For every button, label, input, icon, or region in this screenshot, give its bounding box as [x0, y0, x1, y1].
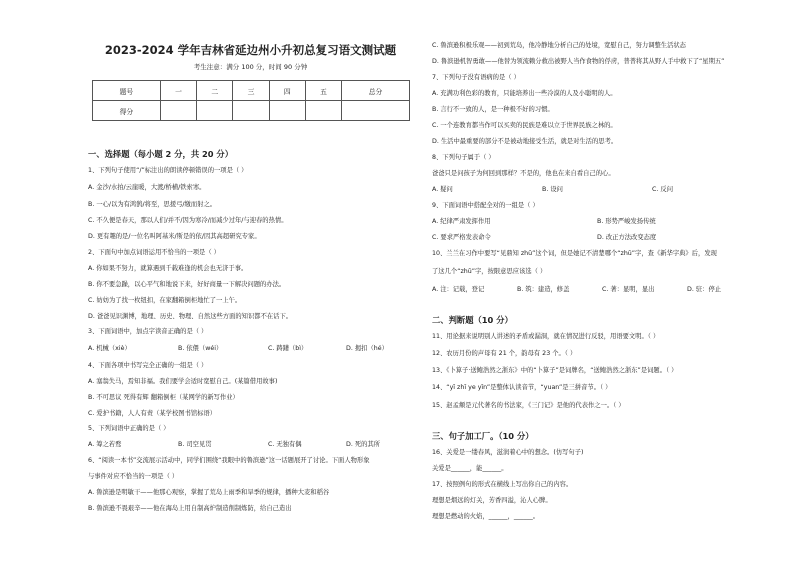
- option-a: A. 筹之若鹜: [88, 441, 122, 448]
- score-header-cell: 总分: [342, 81, 410, 101]
- option-line: D. 生活中最重要的部分不是被动地接受生活，就是对生活的思考。: [432, 138, 618, 145]
- score-header-cell: 一: [160, 81, 196, 101]
- score-header-cell: 二: [197, 81, 233, 101]
- option-a: A. 注：记载，登记: [432, 286, 485, 293]
- question-line: 了这几个“zhū”字，按限意思应该选（ ）: [432, 268, 547, 275]
- score-cell[interactable]: [269, 101, 305, 121]
- fill-line: 理想是燃动的火焰，______，______。: [432, 513, 540, 520]
- question-line: 12、农历月份的声母有 21 个，韵母有 23 个。（ ）: [432, 350, 577, 357]
- question-line: 14、“yī zhī ye yīn”是整体认读音节，“yuan”是三拼音节。（ ）: [432, 384, 612, 391]
- question-line: 4、下面各项中书写完全正确的一组是（ ）: [88, 362, 208, 369]
- question-line: 1、下列句子使用“/”标注出的朗读停顿错误的一项是（ ）: [88, 167, 248, 174]
- option-line: A. 充满功利色彩的教育，只能培养出一些冷漠的人及小聪明的人。: [432, 90, 617, 97]
- score-cell[interactable]: [342, 101, 410, 121]
- option-d: D. 揭扣（hé）: [346, 345, 388, 352]
- option-line: D. 爸爸见识渊博，地理、历史、物理、自然这些方面的知识都不在话下。: [88, 313, 293, 320]
- question-line: 3、下面词语中，加点字读音正确的是（ ）: [88, 328, 208, 335]
- score-cell[interactable]: [305, 101, 341, 121]
- score-header-cell: 五: [305, 81, 341, 101]
- option-b: B. 设问: [542, 186, 563, 193]
- fill-line: 关爱是______，能______。: [432, 465, 508, 472]
- exam-notice: 考生注意：满分 100 分，时间 90 分钟: [193, 63, 308, 71]
- question-line: 9、下面词语中搭配全对的一组是（ ）: [432, 202, 539, 209]
- question-line: 2、下面句中加点词语运用不恰当的一项是（ ）: [88, 249, 220, 256]
- score-header-cell: 三: [233, 81, 269, 101]
- option-line: C. 爱护书籍，人人有责（某学校图书馆标语）: [88, 410, 217, 417]
- score-header-cell: 题号: [93, 81, 161, 101]
- question-line: 6、“阅读一本书”交流展示活动中，同学们围绕“我眼中的鲁滨逊”这一话题展开了讨论。下面人物形象: [88, 457, 370, 464]
- question-line: 17、按照例句的形式在横线上写出你自己的内容。: [432, 481, 573, 488]
- option-c: C. 著：显明，显出: [602, 286, 655, 293]
- question-line: 7、下列句子没有语病的是（ ）: [432, 74, 520, 81]
- option-line: B. 一心/以为有鸿鹄/将至，思援弓/缴而射之。: [88, 201, 217, 208]
- question-line: 10、兰兰在习作中要写“见鼎知 zhū”这个词，但是她记不清楚哪个“zhū”字，查《新华字典》后，发现: [432, 250, 717, 257]
- option-c: C. 要求严格发表命令: [432, 234, 491, 241]
- score-cell[interactable]: [160, 101, 196, 121]
- option-line: C. 妨妨为了找一枚纽扣，在家翻箱倒柜地忙了一上午。: [88, 297, 242, 304]
- option-line: A. 金沙/水拍/云崖暖，大渡/桥横/铁索寒。: [88, 184, 206, 191]
- option-b: B. 形势严峻发扬传统: [597, 218, 656, 225]
- option-b: B. 筑：建造，修盖: [517, 286, 570, 293]
- score-table-score-row: [93, 101, 410, 121]
- score-row-label: 得分: [93, 101, 161, 121]
- option-c: C. 踌躇（bì）: [268, 345, 308, 352]
- question-line: 5、下列词语中正确的是（ ）: [88, 425, 170, 432]
- option-line: B. 你不要急躁，以心平气和地说下来，好好商量一下解决问题的办法。: [88, 281, 286, 288]
- question-line: 与事件对应不恰当的一项是（ ）: [88, 473, 179, 480]
- section-heading-choice: 一、选择题（每小题 2 分，共 20 分）: [88, 149, 234, 159]
- option-b: B. 司空见贯: [178, 441, 212, 448]
- option-line: A. 你如果不努力，就算遇到千载难逢的机会也无济于事。: [88, 265, 248, 272]
- option-line: C. 鲁滨逊积极乐观——初到荒岛，他冷静地分析自己的处境，宽慰自己，努力调整生活状态: [432, 42, 686, 49]
- score-table-header-row: [93, 81, 410, 101]
- option-line: A. 塞翁失马，焉知非福。我们要学会适时宽慰自己。(某篇借用故事): [88, 378, 278, 385]
- option-a: A. 机械（xiè）: [88, 345, 131, 352]
- option-line: D. 更有趣的是/一位名叫阿基米/斯是的依/因其高超研究专家。: [88, 233, 261, 240]
- option-a: A. 纪律严肃发挥作用: [432, 218, 491, 225]
- question-line: 11、用论据来说明别人讲述的矛盾或漏洞，就在情况进行反驳，用语要文明。（ ）: [432, 333, 660, 340]
- question-line: 15、赵孟頫是元代著名的书法家，《三门记》是他的代表作之一。（ ）: [432, 402, 625, 409]
- option-line: C. 一个连教育都当作可以买卖的民族是难以立于世界民族之林的。: [432, 122, 617, 129]
- option-line: D. 鲁滨逊机智勇敢——他替为领流赖分救出被野人当作食物的俘虏，普普将其从野人手中救下了“星期五”: [432, 58, 725, 65]
- section-heading-sentence: 三、句子加工厂。（10 分）: [432, 431, 534, 441]
- option-d: D. 死的其所: [346, 441, 381, 448]
- question-line: 13、《卜算子·送鲍浩然之浙东》中的“卜算子”是词牌名，“送鲍浩然之浙东”是词题。（ ）: [432, 367, 678, 374]
- option-line: B. 鲁滨逊不畏艰辛——他在海岛上用自制高炉制造削制炼防，给自己造出: [88, 505, 292, 512]
- option-b: B. 依偎（wéi）: [178, 345, 223, 352]
- option-a: A. 疑问: [432, 186, 453, 193]
- question-line: 16、关爱是一缕春风，滋润着心中的想念。(仿写句子): [432, 449, 584, 456]
- option-c: C. 反问: [652, 186, 673, 193]
- option-line: B. 言行不一致的人，是一种极不好的习惯。: [432, 106, 554, 113]
- page-title: 2023-2024 学年吉林省延边州小升初总复习语文测试题: [104, 43, 397, 57]
- sentence-line: 爸爸只是问孩子为何回到那样？不是的，他也在来自看自己的心。: [432, 170, 615, 177]
- option-c: C. 无独有偶: [268, 441, 302, 448]
- option-d: D. 改正方法改变态度: [597, 234, 657, 241]
- score-cell[interactable]: [197, 101, 233, 121]
- option-line: C. 不久便是春天，那以人们/并不/因为寒冷/而减少过年/与迎春的热情。: [88, 217, 288, 224]
- score-table: [92, 80, 410, 121]
- option-line: A. 鲁滨逊是明敏干——他那心观察，掌握了荒岛上雨季和旱季的规律，播种大麦和稻谷: [88, 489, 330, 496]
- example-line: 理想是烟远的灯关，芳香四溢，沁人心脾。: [432, 497, 552, 504]
- question-line: 8、下列句子属于（ ）: [432, 154, 495, 161]
- score-header-cell: 四: [269, 81, 305, 101]
- section-heading-judge: 二、判断题（10 分）: [432, 315, 513, 325]
- option-line: B. 不可思议 死得有辉 翻箱倒柜（某网学的新写作业）: [88, 394, 239, 401]
- option-d: D. 驻：停止: [687, 286, 722, 293]
- score-cell[interactable]: [233, 101, 269, 121]
